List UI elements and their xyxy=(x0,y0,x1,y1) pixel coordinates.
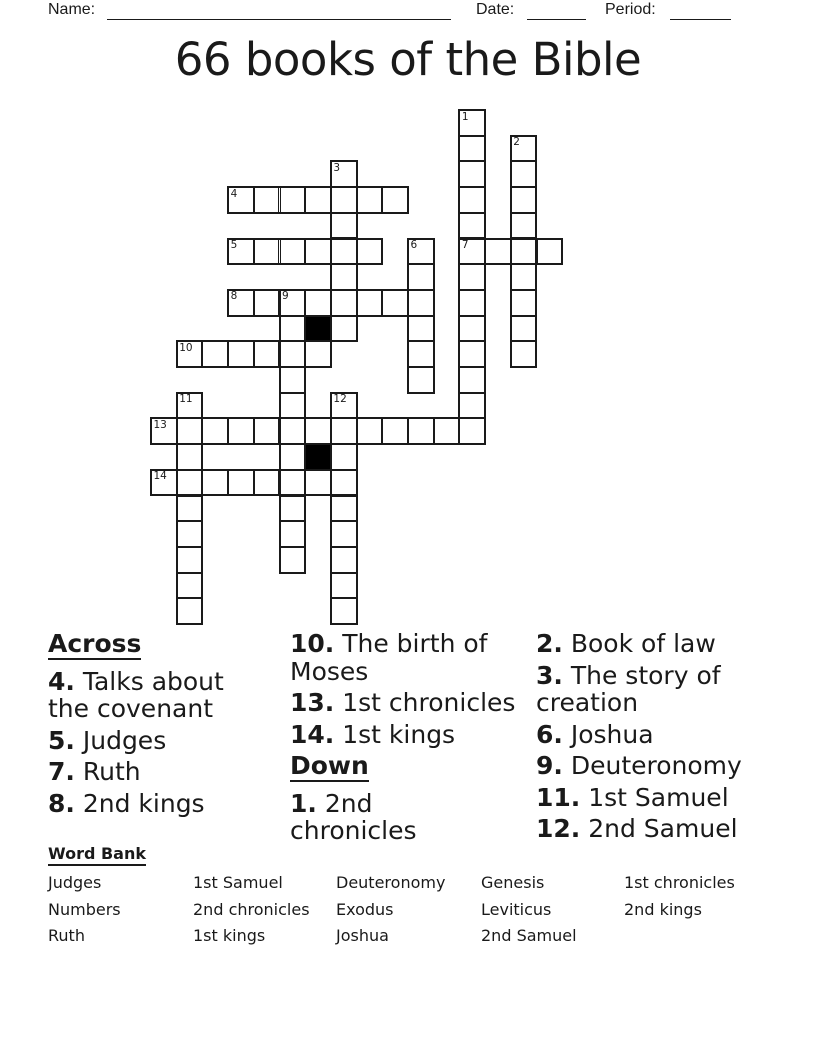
grid-cell[interactable] xyxy=(357,187,383,213)
black-cell xyxy=(304,443,332,471)
period-label: Period: xyxy=(605,1,656,18)
grid-cell[interactable] xyxy=(177,573,203,599)
grid-cell[interactable] xyxy=(280,470,306,496)
black-cell xyxy=(304,315,332,343)
clue-number-label: 3 xyxy=(333,161,341,174)
clue-number-label: 9 xyxy=(282,290,289,303)
grid-cell[interactable] xyxy=(280,187,306,213)
clue-list-heading-text: Down xyxy=(290,751,369,780)
clue-item: 3. The story of creation xyxy=(536,660,721,717)
grid-cell[interactable] xyxy=(511,187,537,213)
grid-cell[interactable] xyxy=(331,598,357,624)
grid-cell[interactable] xyxy=(254,341,280,367)
grid-cell[interactable] xyxy=(228,470,254,496)
grid-cell[interactable] xyxy=(202,341,228,367)
word-bank xyxy=(48,870,788,950)
clue-item: 5. Judges xyxy=(48,725,167,755)
grid-cell[interactable] xyxy=(177,496,203,522)
clue-number-label: 14 xyxy=(153,470,167,483)
grid-cell[interactable] xyxy=(305,290,331,316)
grid-cell[interactable] xyxy=(331,496,357,522)
word-bank-item: 1st Samuel xyxy=(193,873,283,892)
grid-cell[interactable] xyxy=(280,367,306,393)
grid-cell[interactable] xyxy=(408,341,434,367)
grid-cell[interactable] xyxy=(331,547,357,573)
word-bank-item: Judges xyxy=(48,873,102,892)
grid-cell[interactable] xyxy=(408,264,434,290)
clue-number-label: 4 xyxy=(230,187,238,200)
grid-cell[interactable] xyxy=(459,341,485,367)
grid-cell[interactable] xyxy=(511,341,537,367)
grid-cell[interactable] xyxy=(331,290,357,316)
grid-cell[interactable] xyxy=(305,341,331,367)
clue-item: 7. Ruth xyxy=(48,757,141,786)
grid-cell[interactable] xyxy=(382,418,408,444)
grid-cell[interactable] xyxy=(202,470,228,496)
word-bank-item: Deuteronomy xyxy=(336,873,446,892)
grid-cell[interactable] xyxy=(177,470,203,496)
clue-item: 14. 1st kings xyxy=(290,719,456,749)
grid-cell[interactable] xyxy=(459,213,485,239)
grid-cell[interactable] xyxy=(280,341,306,367)
clue-list-heading xyxy=(48,630,224,660)
clue-item: 10. The birth of Moses xyxy=(290,629,488,686)
clue-item: 13. 1st chronicles xyxy=(290,688,516,717)
grid-cell[interactable] xyxy=(177,521,203,547)
clue-column-1 xyxy=(48,630,224,821)
grid-cell[interactable] xyxy=(305,187,331,213)
grid-cell[interactable] xyxy=(537,239,563,265)
clue-column-2 xyxy=(290,630,515,849)
date-label: Date: xyxy=(476,1,515,18)
clue-number: 4. xyxy=(48,666,75,696)
grid-cell[interactable] xyxy=(331,444,357,470)
grid-cell[interactable] xyxy=(511,290,537,316)
clue-number: 7. xyxy=(48,757,75,786)
grid-cell[interactable] xyxy=(228,418,254,444)
clue-number-label: 10 xyxy=(179,341,193,354)
clue-number-label: 5 xyxy=(230,239,238,251)
grid-cell[interactable] xyxy=(459,316,485,342)
word-bank-item: Numbers xyxy=(48,899,121,919)
date-blank-line[interactable] xyxy=(527,19,586,21)
clue-item: 8. 2nd kings xyxy=(48,788,205,818)
grid-cell[interactable] xyxy=(280,521,306,547)
clue-number-label: 12 xyxy=(333,393,347,406)
word-bank-row xyxy=(48,897,788,924)
period-blank-line[interactable] xyxy=(670,19,731,21)
grid-cell[interactable] xyxy=(280,496,306,522)
grid-cell[interactable] xyxy=(408,290,434,316)
grid-cell[interactable] xyxy=(331,521,357,547)
grid-cell[interactable] xyxy=(177,598,203,624)
grid-cell[interactable] xyxy=(511,316,537,342)
clue-number: 11. xyxy=(536,782,581,812)
word-bank-item: Leviticus xyxy=(481,899,552,919)
grid-cell[interactable] xyxy=(331,418,357,444)
grid-cell[interactable] xyxy=(331,213,357,239)
word-bank-item: 2nd kings xyxy=(624,899,702,919)
clue-number: 12. xyxy=(536,814,581,843)
grid-cell[interactable] xyxy=(331,187,357,213)
grid-cell[interactable] xyxy=(434,418,460,444)
grid-cell[interactable] xyxy=(357,239,383,265)
word-bank-row xyxy=(48,923,788,950)
grid-cell[interactable] xyxy=(254,418,280,444)
grid-cell[interactable] xyxy=(408,418,434,444)
word-bank-item: 1st kings xyxy=(193,926,266,945)
clue-number: 3. xyxy=(536,660,563,690)
clue-list-heading-text: Across xyxy=(48,629,142,658)
clue-number-label: 13 xyxy=(153,418,167,431)
clue-number: 6. xyxy=(536,719,563,749)
grid-cell[interactable] xyxy=(511,239,537,265)
grid-cell[interactable] xyxy=(305,239,331,265)
grid-cell[interactable] xyxy=(177,444,203,470)
grid-cell[interactable] xyxy=(202,418,228,444)
name-label: Name: xyxy=(48,1,96,18)
grid-cell[interactable] xyxy=(177,547,203,573)
grid-cell[interactable] xyxy=(459,290,485,316)
grid-cell[interactable] xyxy=(382,290,408,316)
clue-number: 2. xyxy=(536,629,563,658)
grid-cell[interactable] xyxy=(357,418,383,444)
clue-number-label: 7 xyxy=(461,239,469,251)
clue-item: 2. Book of law xyxy=(536,629,716,658)
grid-cell[interactable] xyxy=(331,316,357,342)
clue-number: 14. xyxy=(290,719,335,749)
grid-cell[interactable] xyxy=(228,341,254,367)
grid-cell[interactable] xyxy=(280,239,306,265)
clue-number: 13. xyxy=(290,688,335,717)
grid-cell[interactable] xyxy=(485,239,511,265)
grid-cell[interactable] xyxy=(254,187,280,213)
clue-number-label: 8 xyxy=(230,290,238,303)
grid-cell[interactable] xyxy=(331,239,357,265)
clue-item: 11. 1st Samuel xyxy=(536,782,729,812)
clue-number-label: 2 xyxy=(513,136,520,149)
grid-cell[interactable] xyxy=(408,367,434,393)
clue-item: 9. Deuteronomy xyxy=(536,751,742,780)
word-bank-row xyxy=(48,870,788,897)
grid-cell[interactable] xyxy=(280,444,306,470)
clue-number: 1. xyxy=(290,788,317,818)
grid-cell[interactable] xyxy=(459,264,485,290)
clue-number: 8. xyxy=(48,788,75,818)
grid-cell[interactable] xyxy=(511,264,537,290)
word-bank-item: Exodus xyxy=(336,899,394,919)
word-bank-item: Genesis xyxy=(481,873,545,892)
word-bank-heading: Word Bank xyxy=(48,844,146,866)
crossword-grid xyxy=(151,110,564,626)
clue-number: 9. xyxy=(536,751,563,780)
clue-number: 5. xyxy=(48,725,75,755)
clue-list-heading xyxy=(290,752,515,782)
grid-cell[interactable] xyxy=(254,290,280,316)
grid-cell[interactable] xyxy=(305,470,331,496)
word-bank-item: Ruth xyxy=(48,926,85,945)
grid-cell[interactable] xyxy=(459,136,485,162)
clue-column-3 xyxy=(536,630,742,847)
grid-cell[interactable] xyxy=(459,418,485,444)
name-blank-line[interactable] xyxy=(107,19,451,21)
grid-cell[interactable] xyxy=(280,547,306,573)
grid-cell[interactable] xyxy=(254,470,280,496)
grid-cell[interactable] xyxy=(177,418,203,444)
grid-cell[interactable] xyxy=(459,393,485,419)
grid-cell[interactable] xyxy=(459,367,485,393)
word-bank-item: 1st chronicles xyxy=(624,873,735,892)
clue-number-label: 1 xyxy=(461,110,469,123)
word-bank-item: 2nd Samuel xyxy=(481,926,577,945)
clue-item: 1. 2nd chronicles xyxy=(290,788,417,845)
clue-number-label: 11 xyxy=(179,393,193,406)
grid-cell[interactable] xyxy=(382,187,408,213)
page-title: 66 books of the Bible xyxy=(174,33,642,86)
grid-cell[interactable] xyxy=(280,393,306,419)
clue-item: 12. 2nd Samuel xyxy=(536,814,738,843)
word-bank-item: 2nd chronicles xyxy=(193,899,310,919)
grid-cell[interactable] xyxy=(305,418,331,444)
grid-cell[interactable] xyxy=(408,316,434,342)
clue-number-label: 6 xyxy=(410,239,418,251)
word-bank-item: Joshua xyxy=(336,926,389,945)
grid-cell[interactable] xyxy=(280,316,306,342)
clue-item: 4. Talks about the covenant xyxy=(48,666,224,723)
grid-cell[interactable] xyxy=(459,161,485,187)
clue-number: 10. xyxy=(290,629,335,658)
grid-cell[interactable] xyxy=(331,573,357,599)
grid-cell[interactable] xyxy=(280,418,306,444)
grid-cell[interactable] xyxy=(331,470,357,496)
grid-cell[interactable] xyxy=(511,213,537,239)
grid-cell[interactable] xyxy=(357,290,383,316)
grid-cell[interactable] xyxy=(511,161,537,187)
grid-cell[interactable] xyxy=(254,239,280,265)
clue-item: 6. Joshua xyxy=(536,719,654,749)
grid-cell[interactable] xyxy=(459,187,485,213)
grid-cell[interactable] xyxy=(331,264,357,290)
